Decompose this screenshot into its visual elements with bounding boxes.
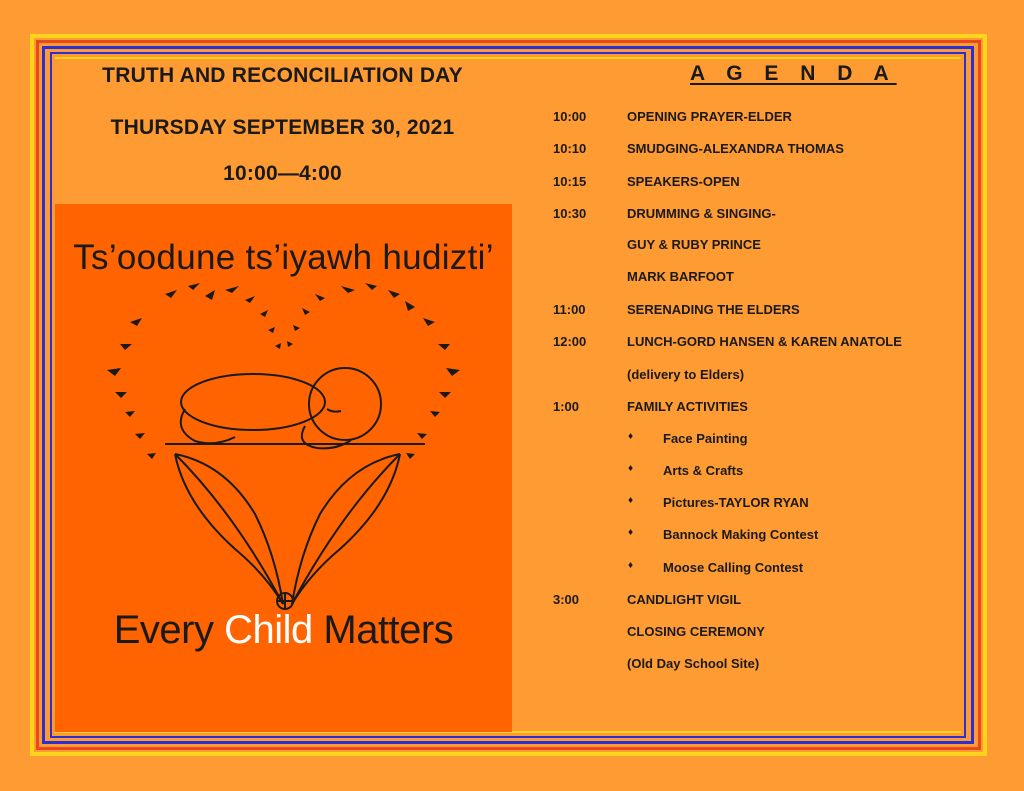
slogan-matters: Matters: [312, 608, 454, 652]
slogan-every: Every: [113, 608, 225, 652]
agenda-item: CANDLIGHT VIGIL: [627, 592, 742, 607]
agenda-time: 10:10: [553, 141, 587, 156]
agenda-item: (Old Day School Site): [627, 656, 760, 671]
agenda-time: 3:00: [553, 592, 580, 607]
event-time: 10:00—4:00: [223, 162, 342, 185]
diamond-bullet-icon: ♦: [628, 495, 634, 506]
agenda-item: DRUMMING & SINGING-: [627, 206, 776, 221]
agenda-item: CLOSING CEREMONY: [627, 624, 765, 639]
agenda-item: SERENADING THE ELDERS: [627, 302, 800, 317]
activity-label: Arts & Crafts: [663, 463, 744, 478]
activity-label: Bannock Making Contest: [663, 527, 819, 542]
diamond-bullet-icon: ♦: [628, 463, 634, 474]
agenda-time: 12:00: [553, 334, 587, 349]
agenda-item: SMUDGING-ALEXANDRA THOMAS: [627, 141, 844, 156]
diamond-bullet-icon: ♦: [628, 560, 634, 571]
poster-title: Ts’oodune ts’iyawh hudizti’: [73, 238, 494, 277]
agenda-item: MARK BARFOOT: [627, 269, 734, 284]
agenda-item: LUNCH-GORD HANSEN & KAREN ANATOLE: [627, 334, 902, 349]
agenda-time: 10:30: [553, 206, 587, 221]
diamond-bullet-icon: ♦: [628, 431, 634, 442]
agenda-item: FAMILY ACTIVITIES: [627, 399, 748, 414]
agenda-title: A G E N D A: [690, 62, 897, 85]
activity-label: Pictures-TAYLOR RYAN: [663, 495, 809, 510]
event-date: THURSDAY SEPTEMBER 30, 2021: [110, 116, 455, 139]
slogan-child: Child: [224, 608, 313, 652]
agenda-time: 11:00: [553, 302, 586, 317]
agenda-time: 10:15: [553, 174, 587, 189]
event-title: TRUTH AND RECONCILIATION DAY: [102, 64, 463, 87]
agenda-time: 1:00: [553, 399, 580, 414]
every-child-matters-poster: [55, 204, 512, 732]
diamond-bullet-icon: ♦: [628, 527, 634, 538]
agenda-time: 10:00: [553, 109, 587, 124]
agenda-item: SPEAKERS-OPEN: [627, 174, 740, 189]
agenda-item: GUY & RUBY PRINCE: [627, 237, 761, 252]
agenda-item: (delivery to Elders): [627, 367, 745, 382]
poster-slogan: [55, 608, 512, 653]
activity-label: Moose Calling Contest: [663, 560, 804, 575]
agenda-item: OPENING PRAYER-ELDER: [627, 109, 792, 124]
activity-label: Face Painting: [663, 431, 748, 446]
